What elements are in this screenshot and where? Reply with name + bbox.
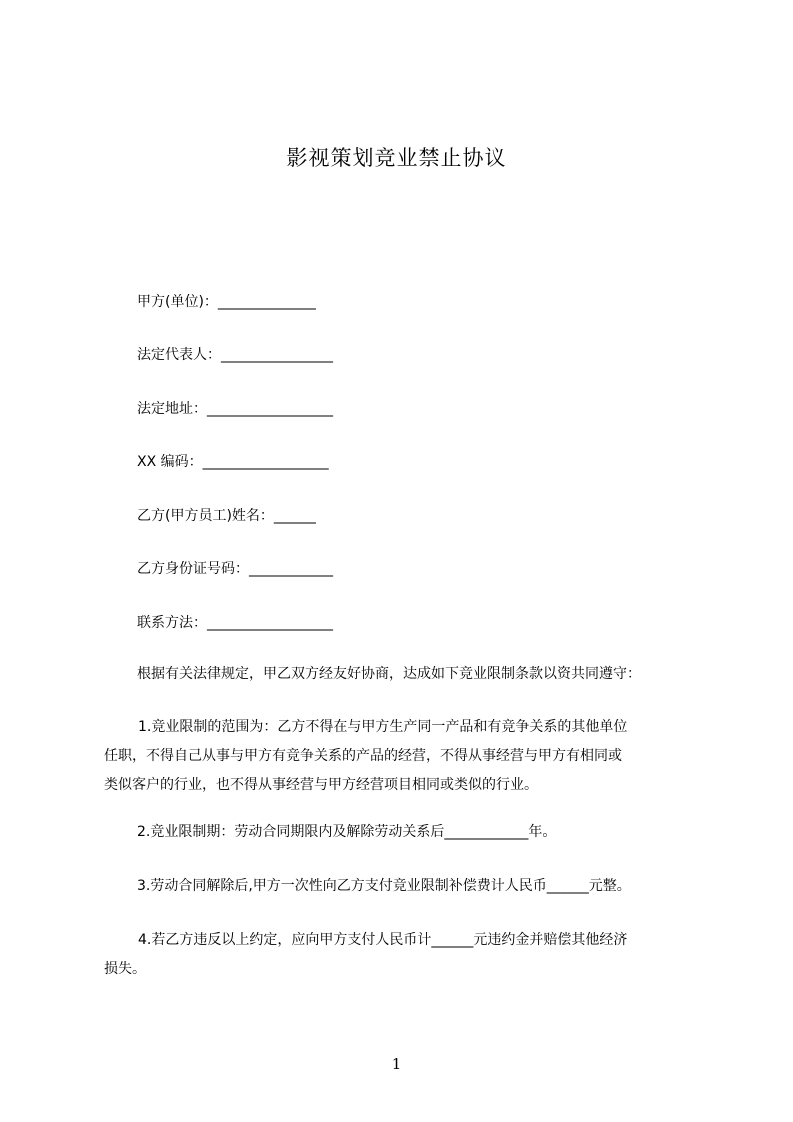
clause-1 [104,713,704,800]
clause-4-line-1: 4.若乙方违反以上约定，应向甲方支付人民币计______元违约金并赔偿其他经济 [138,932,628,948]
intro-paragraph: 根据有关法律规定，甲乙双方经友好协商，达成如下竞业限制条款以资共同遵守： [137,666,641,682]
page-number: 1 [391,1055,402,1073]
clause-1-line-2: 任职，不得自己从事与甲方有竞争关系的产品的经营，不得从事经营与甲方有相同或 [104,748,622,764]
party-b-name-field: 乙方(甲方员工)姓名：______ [137,508,316,524]
clause-2: 2.竞业限制期：劳动合同期限内及解除劳动关系后____________年。 [137,824,557,840]
clause-4-line-2: 损失。 [104,961,146,977]
clause-1-line-3: 类似客户的行业，也不得从事经营与甲方经营项目相同或类似的行业。 [104,777,538,793]
document-title: 影视策划竞业禁止协议 [286,146,507,170]
legal-representative-field: 法定代表人：________________ [137,347,333,363]
party-a-field: 甲方(单位)：______________ [137,294,316,310]
contact-field: 联系方法：__________________ [137,615,333,631]
code-field: XX 编码：__________________ [137,454,329,470]
party-b-id-field: 乙方身份证号码：____________ [137,561,333,577]
clause-3: 3.劳动合同解除后,甲方一次性向乙方支付竞业限制补偿费计人民币______元整。 [137,878,631,894]
legal-address-field: 法定地址：__________________ [137,401,333,417]
clause-1-line-1: 1.竞业限制的范围为：乙方不得在与甲方生产同一产品和有竞争关系的其他单位 [138,719,628,735]
clause-4 [104,926,704,984]
